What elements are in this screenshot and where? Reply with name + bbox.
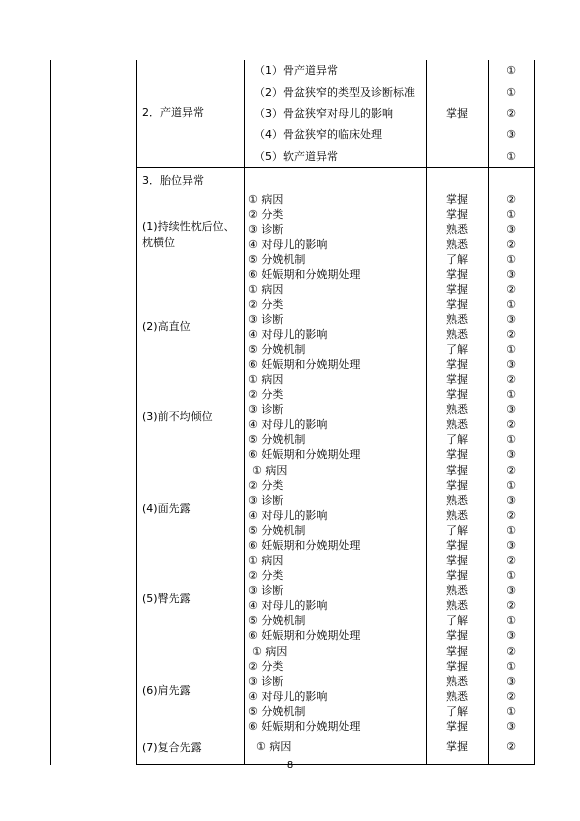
requirement-label: 熟悉 (446, 584, 468, 597)
requirement-label: 掌握 (446, 740, 468, 753)
requirement-label: 掌握 (446, 554, 468, 567)
level-marker: ③ (506, 358, 516, 371)
table-line-col3-left (244, 60, 245, 765)
requirement-label: 掌握 (446, 373, 468, 386)
level-marker: ① (506, 388, 516, 401)
level-marker: ① (506, 569, 516, 582)
level-marker: ② (506, 740, 516, 753)
topic-item: ② 分类 (248, 479, 284, 492)
topic-item: ④ 对母儿的影响 (248, 690, 328, 703)
level-marker: ① (506, 614, 516, 627)
level-marker: ② (506, 328, 516, 341)
topic-item: ③ 诊断 (248, 223, 284, 236)
requirement-label: 熟悉 (446, 313, 468, 326)
topic-item: ② 分类 (248, 569, 284, 582)
subsection-title: (7)复合先露 (142, 741, 202, 754)
level-marker: ① (506, 208, 516, 221)
subsection-title: (6)肩先露 (142, 684, 191, 697)
level-marker: ① (506, 433, 516, 446)
table-line-col2-left (136, 60, 137, 765)
topic-item: ④ 对母儿的影响 (248, 599, 328, 612)
level-marker: ③ (506, 403, 516, 416)
topic-item: ③ 诊断 (248, 675, 284, 688)
level-marker: ② (506, 645, 516, 658)
level-marker: ③ (506, 223, 516, 236)
level-marker: ② (506, 554, 516, 567)
topic-item: ① 病因 (248, 554, 284, 567)
requirement-label: 了解 (446, 614, 468, 627)
requirement-label: 掌握 (446, 569, 468, 582)
topic-item: ⑤ 分娩机制 (248, 524, 306, 537)
level-marker: ③ (506, 313, 516, 326)
requirement-label: 了解 (446, 253, 468, 266)
level-marker: ③ (506, 268, 516, 281)
requirement-label: 熟悉 (446, 418, 468, 431)
requirement-label: 掌握 (446, 720, 468, 733)
requirement-label: 掌握 (446, 283, 468, 296)
level-marker: ③ (506, 629, 516, 642)
topic-item: ③ 诊断 (248, 313, 284, 326)
requirement-label: 掌握 (446, 268, 468, 281)
requirement-label: 掌握 (446, 645, 468, 658)
topic-item: ③ 诊断 (248, 494, 284, 507)
topic-item: （3）骨盆狭窄对母儿的影响 (254, 107, 393, 120)
level-marker: ① (506, 150, 516, 163)
requirement-label: 熟悉 (446, 690, 468, 703)
level-marker: ② (506, 283, 516, 296)
subsection-title: (4)面先露 (142, 502, 191, 515)
level-marker: ③ (506, 539, 516, 552)
topic-item: ④ 对母儿的影响 (248, 238, 328, 251)
topic-item: ④ 对母儿的影响 (248, 418, 328, 431)
requirement-label: 熟悉 (446, 403, 468, 416)
requirement-label: 了解 (446, 705, 468, 718)
table-line-row-divider (136, 167, 534, 168)
requirement-label: 熟悉 (446, 238, 468, 251)
topic-item: ① 病因 (248, 373, 284, 386)
requirement-label: 熟悉 (446, 509, 468, 522)
topic-item: ① 病因 (248, 283, 284, 296)
subsection-title: (3)前不均倾位 (142, 410, 213, 423)
level-marker: ① (506, 64, 516, 77)
level-marker: ① (506, 660, 516, 673)
requirement-label: 掌握 (446, 629, 468, 642)
level-marker: ① (506, 479, 516, 492)
requirement-label: 熟悉 (446, 223, 468, 236)
level-marker: ② (506, 107, 516, 120)
topic-item: ② 分类 (248, 208, 284, 221)
topic-item: ⑥ 妊娠期和分娩期处理 (248, 629, 361, 642)
requirement-label: 了解 (446, 433, 468, 446)
topic-item: （2）骨盆狭窄的类型及诊断标准 (254, 86, 415, 99)
subsection-title: (5)臀先露 (142, 592, 191, 605)
topic-item: ③ 诊断 (248, 584, 284, 597)
level-marker: ③ (506, 494, 516, 507)
page-number: 8 (286, 760, 294, 771)
topic-item: ① 病因 (248, 193, 284, 206)
level-marker: ② (506, 599, 516, 612)
requirement-label: 掌握 (446, 539, 468, 552)
level-marker: ③ (506, 675, 516, 688)
requirement-label: 熟悉 (446, 675, 468, 688)
level-marker: ① (506, 343, 516, 356)
topic-item: ① 病因 (252, 464, 288, 477)
level-marker: ② (506, 464, 516, 477)
topic-item: ⑤ 分娩机制 (248, 343, 306, 356)
topic-item: ⑥ 妊娠期和分娩期处理 (248, 539, 361, 552)
section-title: 3．胎位异常 (142, 174, 204, 187)
topic-item: ⑥ 妊娠期和分娩期处理 (248, 268, 361, 281)
topic-item: ② 分类 (248, 388, 284, 401)
topic-item: ① 病因 (252, 645, 288, 658)
level-marker: ③ (506, 720, 516, 733)
subsection-title: (1)持续性枕后位、 (142, 220, 235, 233)
level-marker: ② (506, 418, 516, 431)
requirement-label: 掌握 (446, 358, 468, 371)
level-marker: ① (506, 705, 516, 718)
requirement-label: 掌握 (446, 660, 468, 673)
table-line-outer-left (50, 60, 51, 765)
level-marker: ② (506, 193, 516, 206)
requirement-label: 掌握 (446, 298, 468, 311)
requirement-label: 掌握 (446, 193, 468, 206)
level-marker: ① (506, 253, 516, 266)
topic-item: ⑤ 分娩机制 (248, 705, 306, 718)
section-title: 2．产道异常 (142, 106, 204, 119)
requirement-label: 掌握 (446, 388, 468, 401)
requirement-label: 掌握 (446, 479, 468, 492)
level-marker: ② (506, 238, 516, 251)
subsection-title: (2)高直位 (142, 320, 191, 333)
level-marker: ① (506, 298, 516, 311)
requirement-label: 掌握 (446, 208, 468, 221)
requirement-label: 了解 (446, 524, 468, 537)
table-line-outer-right (534, 60, 535, 765)
level-marker: ② (506, 373, 516, 386)
level-marker: ③ (506, 448, 516, 461)
requirement-label: 掌握 (446, 448, 468, 461)
topic-item: ⑤ 分娩机制 (248, 433, 306, 446)
topic-item: ② 分类 (248, 298, 284, 311)
requirement-label: 熟悉 (446, 494, 468, 507)
topic-item: （4）骨盆狭窄的临床处理 (254, 128, 382, 141)
topic-item: ④ 对母儿的影响 (248, 328, 328, 341)
topic-item: ⑤ 分娩机制 (248, 614, 306, 627)
topic-item: ⑤ 分娩机制 (248, 253, 306, 266)
topic-item: （5）软产道异常 (254, 150, 338, 163)
topic-item: ⑥ 妊娠期和分娩期处理 (248, 720, 361, 733)
requirement-label: 熟悉 (446, 328, 468, 341)
requirement-label: 掌握 (446, 464, 468, 477)
topic-item: （1）骨产道异常 (254, 64, 338, 77)
level-marker: ② (506, 690, 516, 703)
requirement-label: 了解 (446, 343, 468, 356)
topic-item: ④ 对母儿的影响 (248, 509, 328, 522)
topic-item: ⑥ 妊娠期和分娩期处理 (248, 358, 361, 371)
level-marker: ① (506, 524, 516, 537)
topic-item: ① 病因 (256, 740, 292, 753)
requirement-label: 掌握 (446, 107, 468, 120)
topic-item: ⑥ 妊娠期和分娩期处理 (248, 448, 361, 461)
topic-item: ③ 诊断 (248, 403, 284, 416)
level-marker: ③ (506, 128, 516, 141)
level-marker: ③ (506, 584, 516, 597)
topic-item: ② 分类 (248, 660, 284, 673)
level-marker: ② (506, 509, 516, 522)
requirement-label: 熟悉 (446, 599, 468, 612)
level-marker: ① (506, 86, 516, 99)
subsection-title: 枕横位 (142, 236, 175, 249)
